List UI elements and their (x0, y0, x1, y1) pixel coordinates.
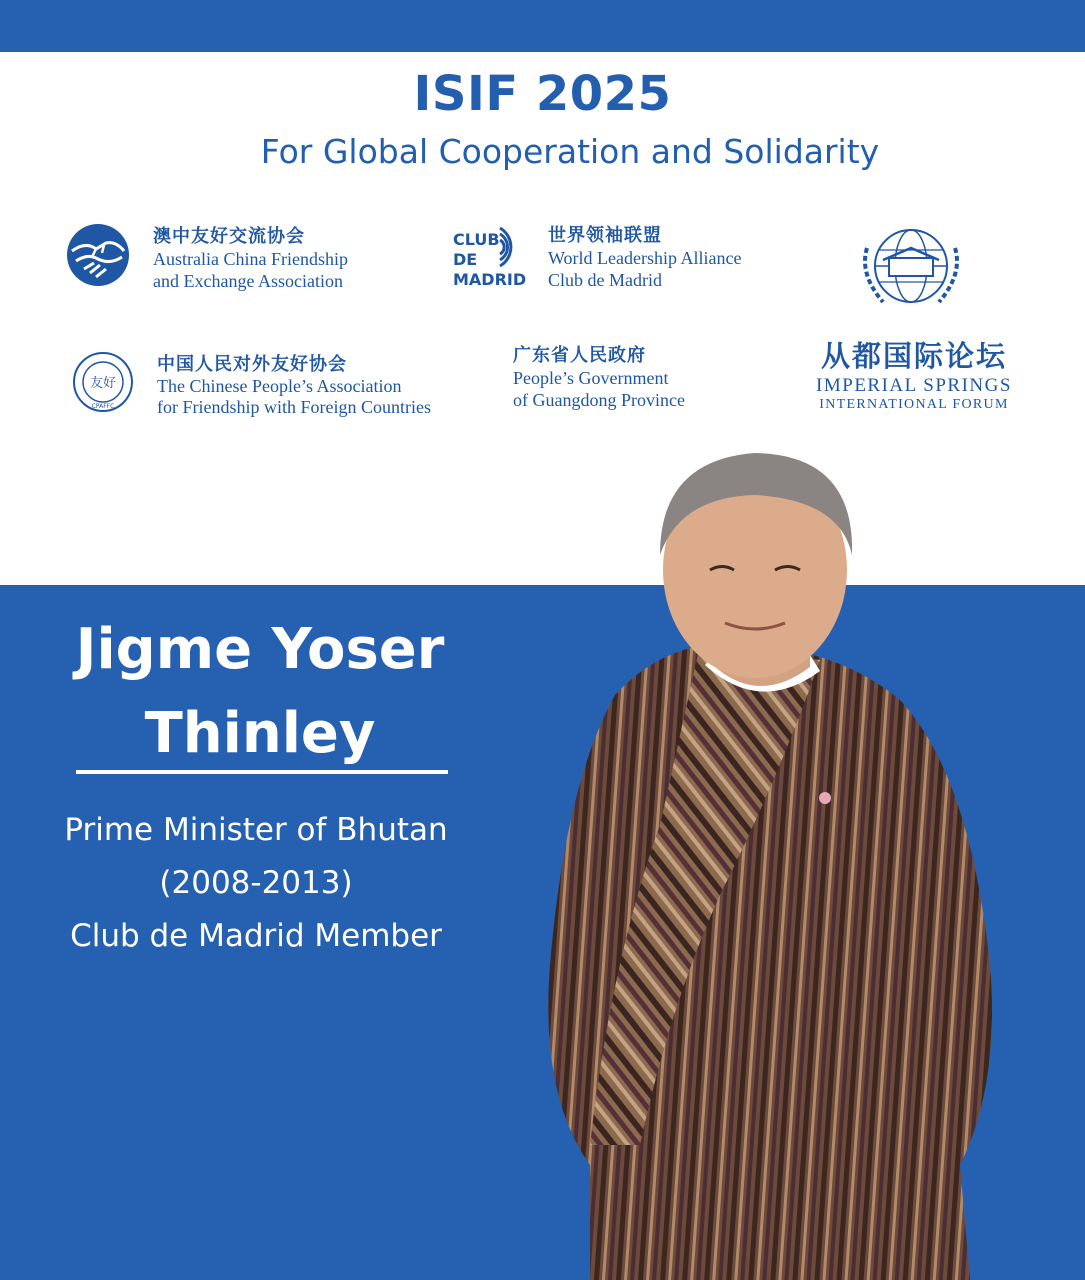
imperial-springs-logo (810, 334, 1018, 413)
imperial-springs-cn-name: 从都国际论坛 (820, 341, 1007, 373)
club-madrid-mark-line3: MADRID (453, 270, 527, 289)
club-madrid-arc-icon (496, 222, 530, 274)
speaker-name-line2: Thinley (144, 701, 376, 766)
cpaffc-seal-abbrev: CPAFFC (91, 403, 115, 410)
handshake-globe-icon (66, 223, 130, 287)
speaker-name (40, 608, 480, 776)
cpaffc-logo (157, 352, 431, 418)
guangdong-cn-name: 广东省人民政府 (513, 345, 646, 365)
club-madrid-mark-line2: DE (453, 250, 478, 269)
name-underline (76, 770, 448, 774)
speaker-role (30, 804, 482, 963)
cpaffc-seal-icon (72, 351, 134, 413)
club-madrid-en-line1: World Leadership Alliance (548, 248, 742, 268)
guangdong-en-line2: of Guangdong Province (513, 390, 685, 410)
acfea-cn-name: 澳中友好交流协会 (153, 226, 305, 246)
speaker-name-line1: Jigme Yoser (75, 617, 445, 682)
event-title: ISIF 2025 (413, 66, 672, 122)
club-madrid-en-line2: Club de Madrid (548, 270, 662, 290)
speaker-role-line3: Club de Madrid Member (70, 918, 442, 954)
laurel-globe-emblem-icon (853, 218, 969, 318)
imperial-springs-en-line1: IMPERIAL SPRINGS (816, 375, 1012, 396)
cpaffc-seal-text: 友好 (89, 376, 117, 391)
club-madrid-logo (548, 223, 741, 291)
acfea-en-line2: and Exchange Association (153, 271, 343, 291)
guangdong-en-line1: People’s Government (513, 368, 669, 388)
event-subtitle: For Global Cooperation and Solidarity (260, 132, 880, 171)
cpaffc-en-line2: for Friendship with Foreign Countries (157, 397, 431, 417)
imperial-springs-en-line2: INTERNATIONAL FORUM (819, 397, 1009, 412)
acfea-en-line1: Australia China Friendship (153, 249, 348, 269)
acfea-logo (153, 224, 348, 292)
cpaffc-cn-name: 中国人民对外友好协会 (157, 354, 347, 374)
speaker-role-line1: Prime Minister of Bhutan (64, 812, 448, 848)
cpaffc-en-line1: The Chinese People’s Association (157, 376, 402, 396)
club-madrid-mark-line1: CLUB (453, 230, 500, 249)
top-banner-bar (0, 0, 1085, 52)
club-madrid-cn-name: 世界领袖联盟 (548, 225, 662, 245)
guangdong-logo (513, 343, 685, 411)
speaker-portrait (520, 445, 1010, 1280)
speaker-role-line2: (2008-2013) (159, 865, 353, 901)
